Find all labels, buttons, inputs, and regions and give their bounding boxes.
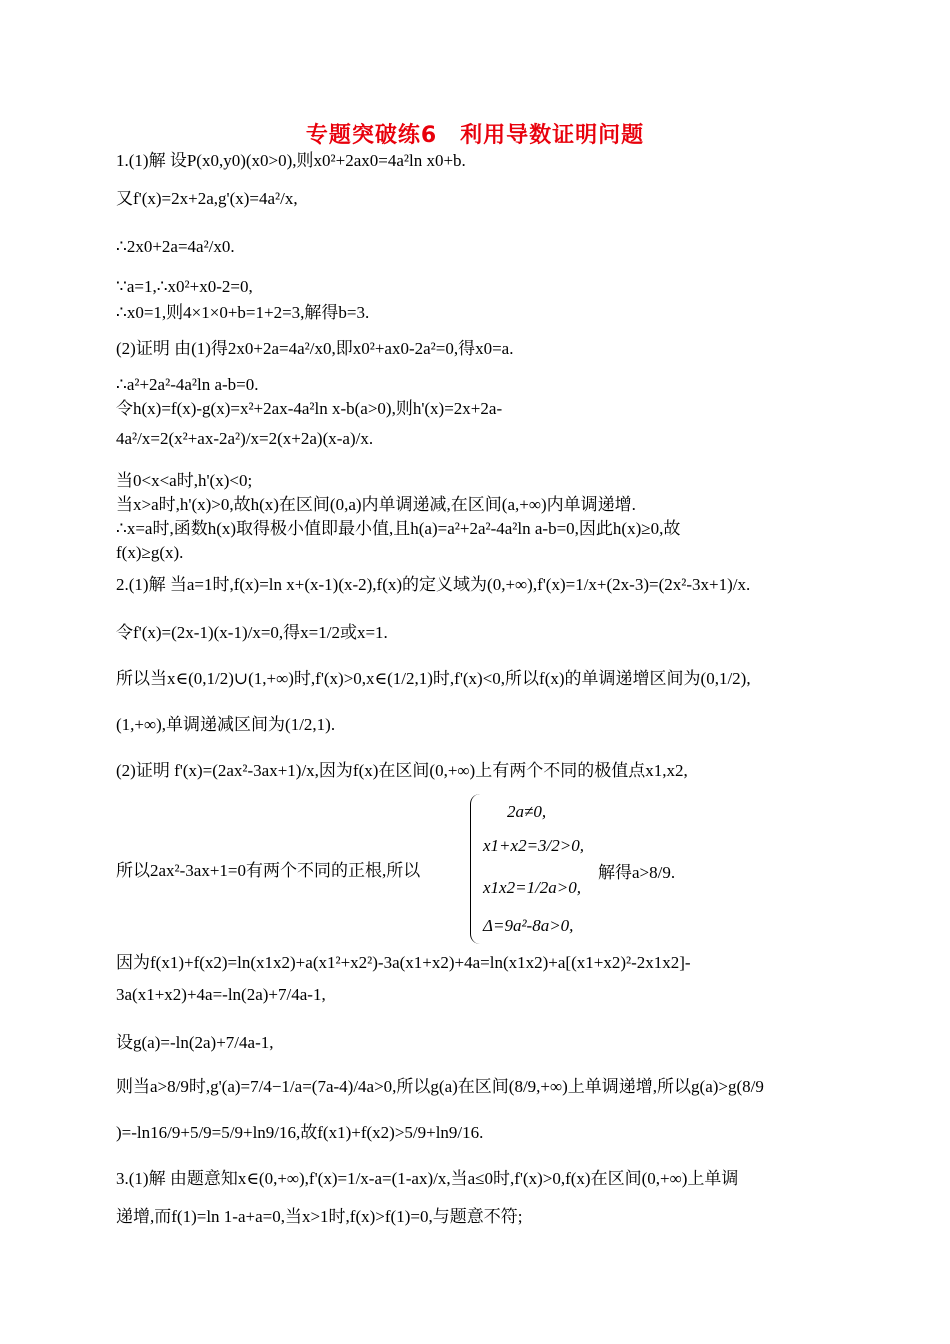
text-line: (2)证明 f'(x)=(2ax²-3ax+1)/x,因为f(x)在区间(0,+∞)上有两个不同的极值点x1,x2, xyxy=(116,761,688,780)
text-line: ∵a=1,∴x0²+x0-2=0, xyxy=(116,277,253,296)
system-row: Δ=9a²-8a>0, xyxy=(483,916,574,935)
text-line: ∴a²+2a²-4a²ln a-b=0. xyxy=(116,375,259,394)
text-line: 当x>a时,h'(x)>0,故h(x)在区间(0,a)内单调递减,在区间(a,+∞)内单调递增. xyxy=(116,495,636,514)
page-title: 专题突破练6 利用导数证明问题 xyxy=(305,123,645,148)
text-line: 3.(1)解 由题意知x∈(0,+∞),f'(x)=1/x-a=(1-ax)/x,当a≤0时,f'(x)>0,f(x)在区间(0,+∞)上单调 xyxy=(116,1169,739,1188)
system-result: 解得a>8/9. xyxy=(598,863,676,882)
system-row: x1+x2=3/2>0, xyxy=(483,836,584,855)
text-line: 所以当x∈(0,1/2)∪(1,+∞)时,f'(x)>0,x∈(1/2,1)时,f'(x)<0,所以f(x)的单调递增区间为(0,1/2), xyxy=(116,669,751,688)
text-line: )=-ln16/9+5/9=5/9+ln9/16,故f(x1)+f(x2)>5/9+ln9/16. xyxy=(116,1123,484,1142)
text-line: ∴2x0+2a=4a²/x0. xyxy=(116,237,235,256)
system-row: 2a≠0, xyxy=(507,802,547,821)
text-line: (2)证明 由(1)得2x0+2a=4a²/x0,即x0²+ax0-2a²=0,得x0=a. xyxy=(116,339,514,358)
text-line: 4a²/x=2(x²+ax-2a²)/x=2(x+2a)(x-a)/x. xyxy=(116,429,374,448)
text-line: (1,+∞),单调递减区间为(1/2,1). xyxy=(116,715,336,734)
text-line: 递增,而f(1)=ln 1-a+a=0,当x>1时,f(x)>f(1)=0,与题意不符; xyxy=(116,1207,523,1226)
system-row: x1x2=1/2a>0, xyxy=(483,878,582,897)
text-line: 令f'(x)=(2x-1)(x-1)/x=0,得x=1/2或x=1. xyxy=(116,623,388,642)
text-line: 所以2ax²-3ax+1=0有两个不同的正根,所以 xyxy=(116,861,421,880)
text-line: 3a(x1+x2)+4a=-ln(2a)+7/4a-1, xyxy=(116,985,326,1004)
text-line: 令h(x)=f(x)-g(x)=x²+2ax-4a²ln x-b(a>0),则h'(x)=2x+2a- xyxy=(116,399,503,418)
text-line: 当0<x<a时,h'(x)<0; xyxy=(116,471,253,490)
text-line: ∴x0=1,则4×1×0+b=1+2=3,解得b=3. xyxy=(116,303,370,322)
text-line: 则当a>8/9时,g'(a)=7/4−1/a=(7a-4)/4a>0,所以g(a)在区间(8/9,+∞)上单调递增,所以g(a)>g(8/9 xyxy=(116,1077,764,1096)
text-line: 2.(1)解 当a=1时,f(x)=ln x+(x-1)(x-2),f(x)的定义域为(0,+∞),f'(x)=1/x+(2x-3)=(2x²-3x+1)/x. xyxy=(116,575,751,594)
text-line: ∴x=a时,函数h(x)取得极小值即最小值,且h(a)=a²+2a²-4a²ln a-b=0,因此h(x)≥0,故 xyxy=(116,519,681,538)
text-line: 因为f(x1)+f(x2)=ln(x1x2)+a(x1²+x2²)-3a(x1+x2)+4a=ln(x1x2)+a[(x1+x2)²-2x1x2]- xyxy=(116,953,691,972)
text-line: 又f'(x)=2x+2a,g'(x)=4a²/x, xyxy=(116,189,298,208)
text-line: 设g(a)=-ln(2a)+7/4a-1, xyxy=(116,1033,274,1052)
text-line: 1.(1)解 设P(x0,y0)(x0>0),则x0²+2ax0=4a²ln x0+b. xyxy=(116,151,466,170)
text-line: f(x)≥g(x). xyxy=(116,543,184,562)
